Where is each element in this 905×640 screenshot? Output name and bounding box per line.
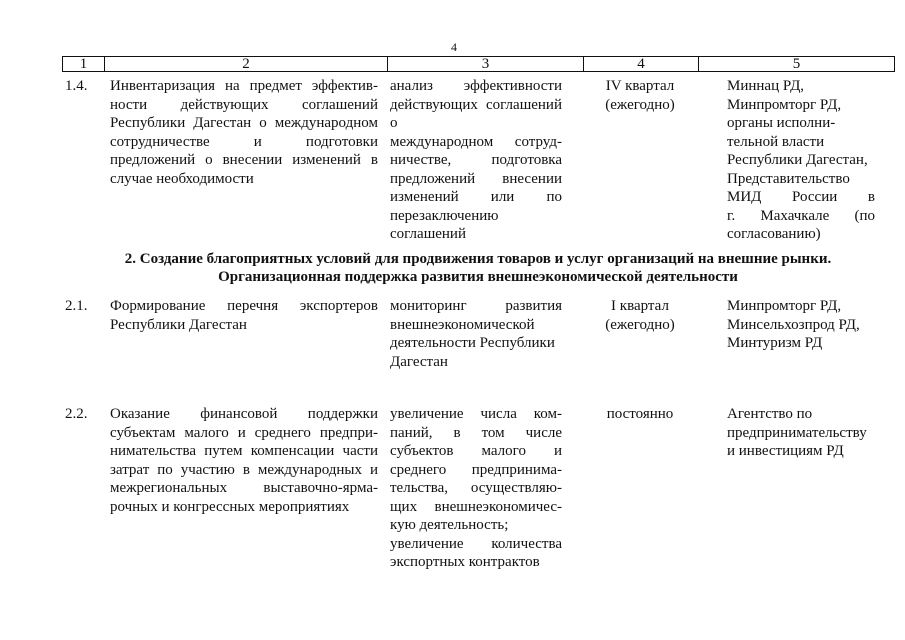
executors-cell-line: Минпромторг РД,: [727, 298, 842, 314]
measure-cell: [110, 77, 378, 188]
executors-cell: [727, 297, 875, 353]
section-2-title-line-1: 2. Создание благоприятных условий для продвижения товаров и услуг организаций на внешние рынки.: [124, 251, 832, 267]
measure-cell-line: рочных и конгрессных мероприятиях: [110, 498, 350, 515]
period-cell-line: I квартал: [611, 298, 669, 314]
expected-result-cell-line: действующих соглашений о: [390, 96, 562, 131]
period-cell-line: IV квартал: [605, 78, 675, 94]
expected-result-cell-line: Дагестан: [390, 353, 448, 370]
executors-cell: [727, 77, 875, 244]
measure-cell-line: Оказание финансовой поддержки: [110, 406, 378, 422]
expected-result-cell-line: кую деятельность;: [390, 517, 509, 533]
expected-result-cell-line: анализ эффективности: [390, 78, 562, 94]
header-cell-2: 2: [105, 57, 388, 72]
expected-result-cell: [390, 405, 562, 572]
section-2-title: [62, 250, 894, 286]
expected-result-cell-line: увеличение числа ком-: [390, 406, 562, 422]
measure-cell-line: субъектам малого и среднего предпри-: [110, 424, 378, 441]
header-cell-5: 5: [699, 57, 895, 72]
section-2-title-line-2: Организационная поддержка развития внешнеэкономической деятельности: [218, 269, 738, 285]
executors-cell-line: МИД России в: [727, 189, 875, 205]
period-cell: [590, 405, 690, 424]
expected-result-cell-line: перезаключению: [390, 207, 499, 224]
expected-result-cell: [390, 77, 562, 244]
header-cell-1: 1: [63, 57, 105, 72]
expected-result-cell-line: международном сотруд-: [390, 133, 562, 150]
measure-cell-line: Инвентаризация на предмет эффектив-: [110, 78, 378, 94]
executors-cell-line: органы исполни-: [727, 115, 836, 131]
measure-cell: [110, 405, 378, 516]
expected-result-cell-line: мониторинг развития: [390, 298, 562, 314]
expected-result-cell-line: внешнеэкономической: [390, 316, 535, 333]
expected-result-cell-line: деятельности Республики: [390, 335, 555, 351]
executors-cell-line: Агентство по: [727, 406, 813, 422]
executors-cell-line: Представительство: [727, 170, 850, 187]
period-cell: [590, 297, 690, 334]
expected-result-cell-line: увеличение количества: [390, 535, 562, 552]
expected-result-cell-line: соглашений: [390, 226, 466, 242]
expected-result-cell-line: тельства, осуществляю-: [390, 480, 562, 496]
executors-cell-line: Минпромторг РД,: [727, 96, 842, 113]
measure-cell: [110, 297, 378, 334]
page-number: 4: [451, 40, 457, 54]
header-cell-4: 4: [584, 57, 699, 72]
executors-cell-line: предпринимательству: [727, 424, 867, 441]
row-number: 1.4.: [65, 78, 88, 94]
row-number: 2.1.: [65, 298, 88, 314]
expected-result-cell: [390, 297, 562, 371]
executors-cell-line: согласованию): [727, 226, 821, 242]
expected-result-cell-line: среднего предпринима-: [390, 461, 562, 478]
measure-cell-line: случае необходимости: [110, 170, 254, 187]
measure-cell-line: нимательства путем компенсации части: [110, 443, 378, 459]
expected-result-cell-line: субъектов малого и: [390, 443, 562, 459]
row-number: 2.2.: [65, 406, 88, 422]
expected-result-cell-line: паний, в том числе: [390, 424, 562, 441]
executors-cell-line: тельной власти: [727, 133, 825, 150]
executors-cell-line: Минсельхозпрод РД,: [727, 316, 860, 333]
expected-result-cell-line: экспортных контрактов: [390, 554, 540, 570]
executors-cell-line: Миннац РД,: [727, 78, 805, 94]
expected-result-cell-line: щих внешнеэкономичес-: [390, 498, 562, 515]
expected-result-cell-line: ничестве, подготовка: [390, 152, 562, 168]
measure-cell-line: межрегиональных выставочно-ярма-: [110, 480, 378, 496]
measure-cell-line: Формирование перечня экспортеров: [110, 298, 378, 314]
measure-cell-line: Республики Дагестан о международном: [110, 115, 378, 131]
executors-cell-line: Минтуризм РД: [727, 335, 823, 351]
header-cell-3: 3: [388, 57, 584, 72]
expected-result-cell-line: предложений внесении: [390, 170, 562, 187]
column-header-table: [62, 56, 895, 72]
executors-cell-line: и инвестициям РД: [727, 443, 844, 459]
period-cell: [590, 77, 690, 114]
expected-result-cell-line: изменений или по: [390, 189, 562, 205]
executors-cell: [727, 405, 875, 461]
period-cell-line: постоянно: [606, 406, 674, 422]
period-cell-line: (ежегодно): [605, 316, 675, 333]
measure-cell-line: предложений о внесении изменений в: [110, 152, 378, 168]
period-cell-line: (ежегодно): [605, 96, 675, 113]
measure-cell-line: Республики Дагестан: [110, 316, 247, 333]
header-row: [63, 57, 895, 72]
measure-cell-line: затрат по участию в международных и: [110, 461, 378, 478]
executors-cell-line: г. Махачкале (по: [727, 207, 875, 224]
measure-cell-line: сотрудничестве и подготовки: [110, 133, 378, 150]
executors-cell-line: Республики Дагестан,: [727, 152, 868, 168]
measure-cell-line: ности действующих соглашений: [110, 96, 378, 113]
